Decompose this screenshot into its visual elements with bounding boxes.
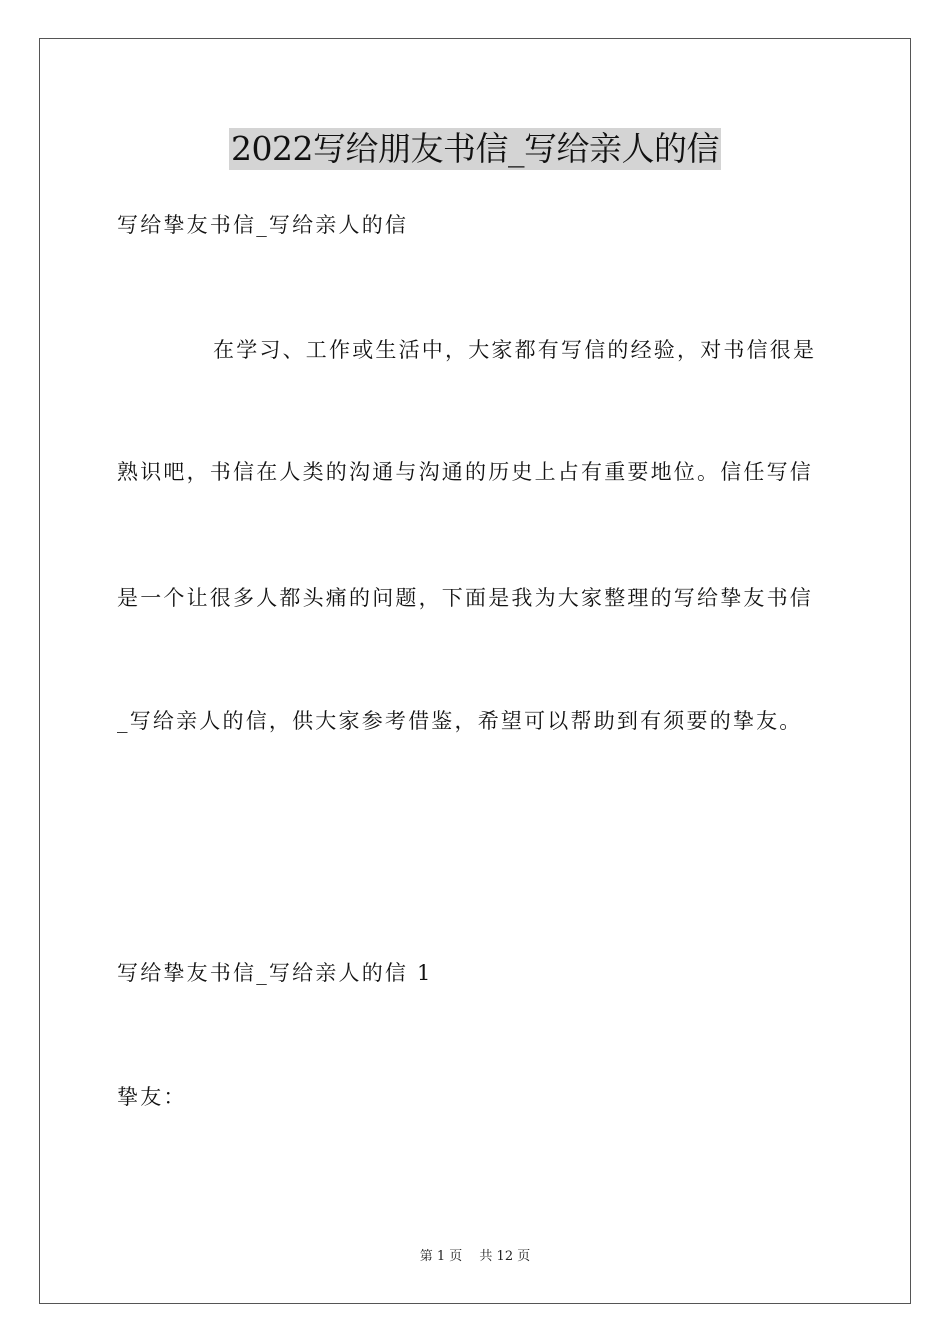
section-heading: 写给挚友书信_写给亲人的信 1	[117, 961, 433, 985]
intro-paragraph-line-2: 熟识吧，书信在人类的沟通与沟通的历史上占有重要地位。信任写信	[117, 460, 813, 484]
intro-paragraph-line-1: 在学习、工作或生活中，大家都有写信的经验，对书信很是	[213, 338, 817, 362]
document-subtitle: 写给挚友书信_写给亲人的信	[117, 213, 409, 237]
intro-paragraph-line-4: _写给亲人的信，供大家参考借鉴，希望可以帮助到有须要的挚友。	[117, 709, 803, 733]
document-title	[0, 128, 950, 170]
letter-salutation: 挚友：	[117, 1085, 187, 1109]
document-title-text: 2022写给朋友书信_写给亲人的信	[231, 129, 719, 168]
page-number-footer: 第 1 页 共 12 页	[419, 1249, 531, 1264]
intro-paragraph-line-3: 是一个让很多人都头痛的问题，下面是我为大家整理的写给挚友书信	[117, 586, 813, 610]
